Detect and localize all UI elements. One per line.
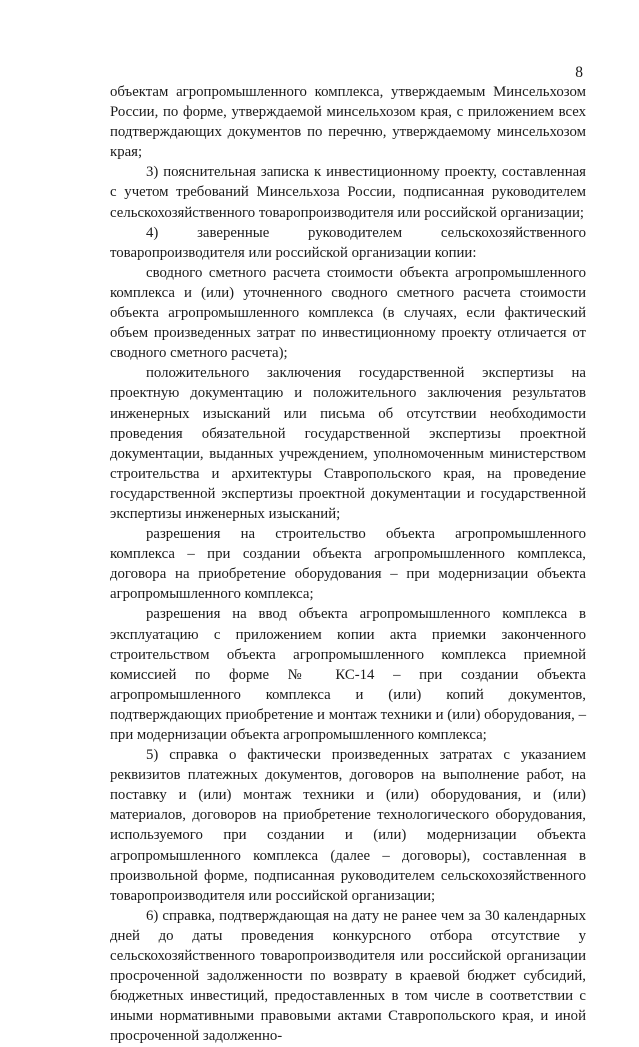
paragraph-summary-estimate: сводного сметного расчета стоимости объекта агропромышленного комплекса и (или) уточненного сводного сметного расчета стоимости объекта агропромышленного комплекса (в случаях, если фактический объем произведенных затрат по инвестиционному проекту отличается от сводного сметного расчета); <box>110 264 586 362</box>
page-number: 8 <box>575 64 583 81</box>
paragraph-item-6-no-debt-certificate: 6) справка, подтверждающая на дату не ранее чем за 30 календарных дней до даты проведения конкурсного отбора отсутствие у сельскохозяйственного товаропроизводителя или российской организации просроченной задолженности по возврату в краевой бюджет субсидий, бюджетных инвестиций, предоставленных в том числе в соответствии с иными нормативными правовыми актами Ставропольского края, и иной просроченной задолженно- <box>110 907 586 1045</box>
paragraph-item-4-certified-copies: 4) заверенные руководителем сельскохозяйственного товаропроизводителя или российской организации копии: <box>110 224 586 261</box>
paragraph-continuation: объектам агропромышленного комплекса, утверждаемым Минсельхозом России, по форме, утверждаемой минсельхозом края, с приложением всех подтверждающих документов по перечню, утверждаемому минсельхозом края; <box>110 84 586 161</box>
paragraph-item-5-expenses-certificate: 5) справка о фактически произведенных затратах с указанием реквизитов платежных документов, договоров на выполнение работ, на поставку и (или) монтаж техники и (или) оборудования, и (или) материалов, договоров на приобретение технологического оборудования, используемого при создании и (или) модернизации объекта агропромышленного комплекса (далее – договоры), составленная в произвольной форме, подписанная руководителем сельскохозяйственного товаропроизводителя или российской организации; <box>110 747 586 904</box>
paragraph-construction-permit: разрешения на строительство объекта агропромышленного комплекса – при создании объекта агропромышленного комплекса, договора на приобретение оборудования – при модернизации объекта агропромышленного комплекса; <box>110 526 586 603</box>
document-body <box>110 82 586 1047</box>
paragraph-state-expertise: положительного заключения государственной экспертизы на проектную документацию и положительного заключения результатов инженерных изысканий или письма об отсутствии необходимости проведения обязательной государственной экспертизы проектной документации, выданных учреждением, уполномоченным министерством строительства и архитектуры Ставропольского края, на проведение государственной экспертизы проектной документации и государственной экспертизы инженерных изысканий; <box>110 365 586 522</box>
paragraph-commissioning-permit: разрешения на ввод объекта агропромышленного комплекса в эксплуатацию с приложением копии акта приемки законченного строительством объекта агропромышленного комплекса приемной комиссией по форме № КС-14 – при создании объекта агропромышленного комплекса и (или) копий документов, подтверждающих приобретение и монтаж техники и (или) оборудования, – при модернизации объекта агропромышленного комплекса; <box>110 606 586 743</box>
paragraph-item-3-explanatory-note: 3) пояснительная записка к инвестиционному проекту, составленная с учетом требований Минсельхоза России, подписанная руководителем сельскохозяйственного товаропроизводителя или российской организации; <box>110 164 586 221</box>
